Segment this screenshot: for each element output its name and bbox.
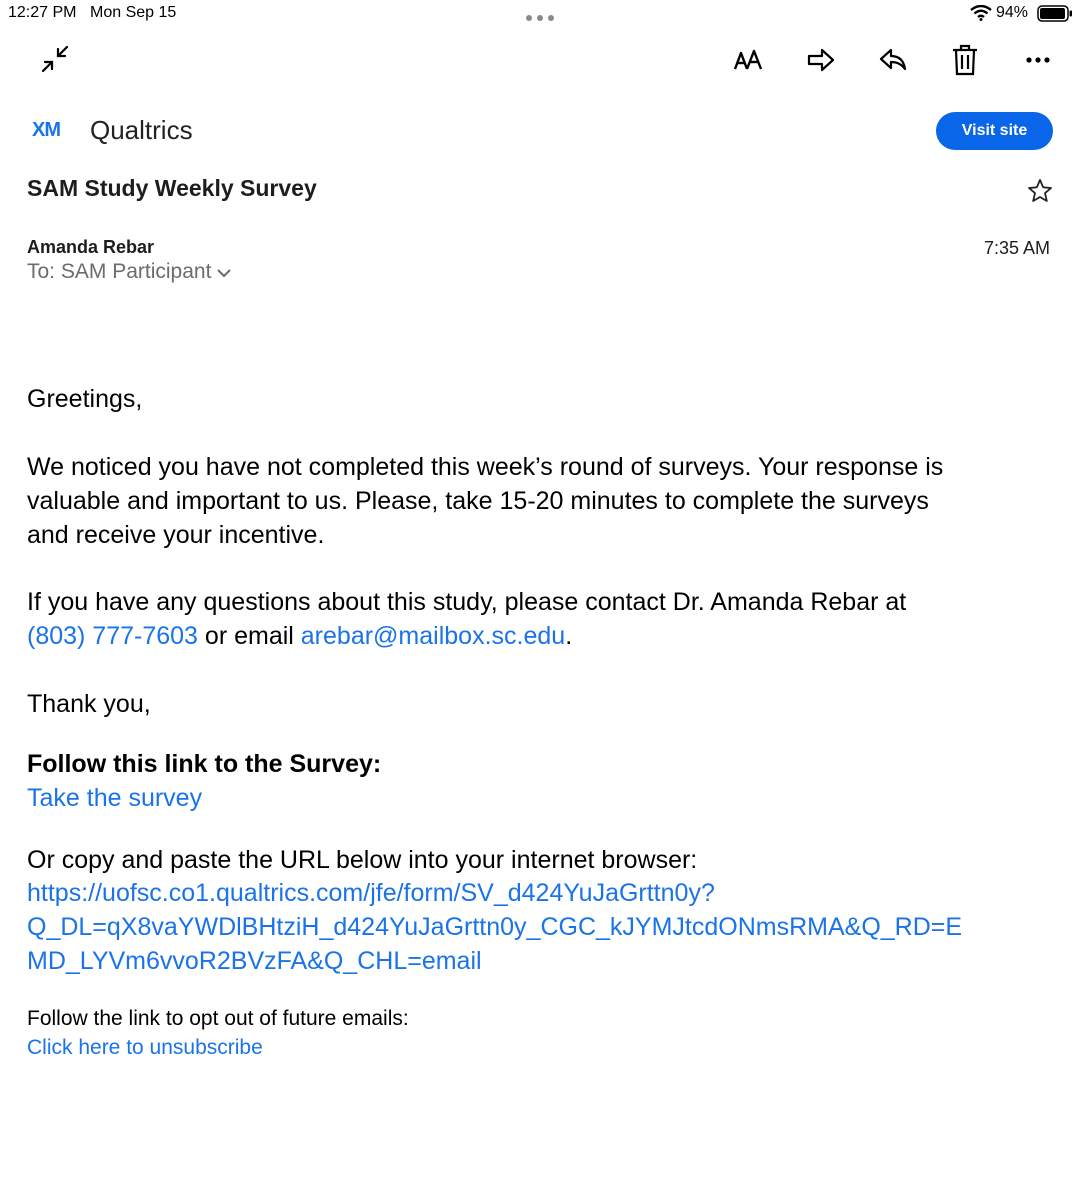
- reply-icon[interactable]: [875, 44, 911, 76]
- sender-name: Qualtrics: [90, 115, 193, 145]
- follow-label: Follow this link to the Survey:: [27, 750, 382, 778]
- from-name[interactable]: Amanda Rebar: [27, 237, 155, 257]
- survey-url-link[interactable]: [27, 876, 1072, 978]
- multitasking-dots-icon[interactable]: [525, 9, 555, 27]
- or-email-text: or email: [197, 622, 301, 650]
- wifi-icon: [970, 5, 992, 26]
- sender-logo: XM: [32, 119, 60, 141]
- email-link[interactable]: arebar@mailbox.sc.edu: [300, 622, 566, 650]
- url-line: Q_DL=qX8vaYWDlBHtziH_d424YuJaGrttn0y_CGC_kJYMJtcdONmsRMA&Q_RD=E: [27, 913, 963, 941]
- trash-icon[interactable]: [948, 42, 982, 78]
- status-time: 12:27 PM: [8, 4, 77, 21]
- battery-percent: 94%: [996, 4, 1029, 21]
- status-date: Mon Sep 15: [90, 4, 177, 21]
- more-icon[interactable]: [1020, 48, 1056, 72]
- take-survey-link[interactable]: Take the survey: [27, 784, 203, 812]
- email-subject: SAM Study Weekly Survey: [27, 175, 317, 201]
- text-size-icon[interactable]: [730, 44, 768, 76]
- paragraph-contact: [27, 585, 1067, 653]
- recipients[interactable]: [27, 260, 231, 284]
- email-time: 7:35 AM: [983, 238, 1050, 258]
- recipients-label: To: SAM Participant: [27, 260, 212, 283]
- paragraph-line: valuable and important to us. Please, take 15-20 minutes to complete the surveys: [27, 487, 929, 515]
- paragraph-line: If you have any questions about this study, please contact Dr. Amanda Rebar at: [27, 588, 907, 616]
- period-text: .: [565, 622, 573, 650]
- url-line: https://uofsc.co1.qualtrics.com/jfe/form/SV_d424YuJaGrttn0y?: [27, 879, 715, 907]
- optout-label: Follow the link to opt out of future emails:: [27, 1007, 409, 1030]
- chevron-down-icon: [217, 260, 231, 284]
- greeting: Greetings,: [27, 385, 143, 413]
- forward-icon[interactable]: [803, 44, 839, 76]
- paragraph-line: [27, 619, 1067, 653]
- paragraph-reminder: [27, 450, 1067, 552]
- paragraph-line: and receive your incentive.: [27, 521, 325, 549]
- unsubscribe-link[interactable]: Click here to unsubscribe: [27, 1036, 263, 1059]
- phone-link[interactable]: (803) 777-7603: [27, 622, 198, 650]
- battery-icon: [1037, 5, 1073, 27]
- copy-url-label: Or copy and paste the URL below into your internet browser:: [27, 846, 698, 874]
- star-icon[interactable]: [1025, 176, 1055, 206]
- paragraph-line: We noticed you have not completed this week’s round of surveys. Your response is: [27, 453, 944, 481]
- collapse-icon[interactable]: [36, 42, 74, 76]
- thanks: Thank you,: [27, 690, 151, 718]
- url-line: MD_LYVm6vvoR2BVzFA&Q_CHL=email: [27, 947, 482, 975]
- visit-site-button[interactable]: Visit site: [936, 112, 1053, 150]
